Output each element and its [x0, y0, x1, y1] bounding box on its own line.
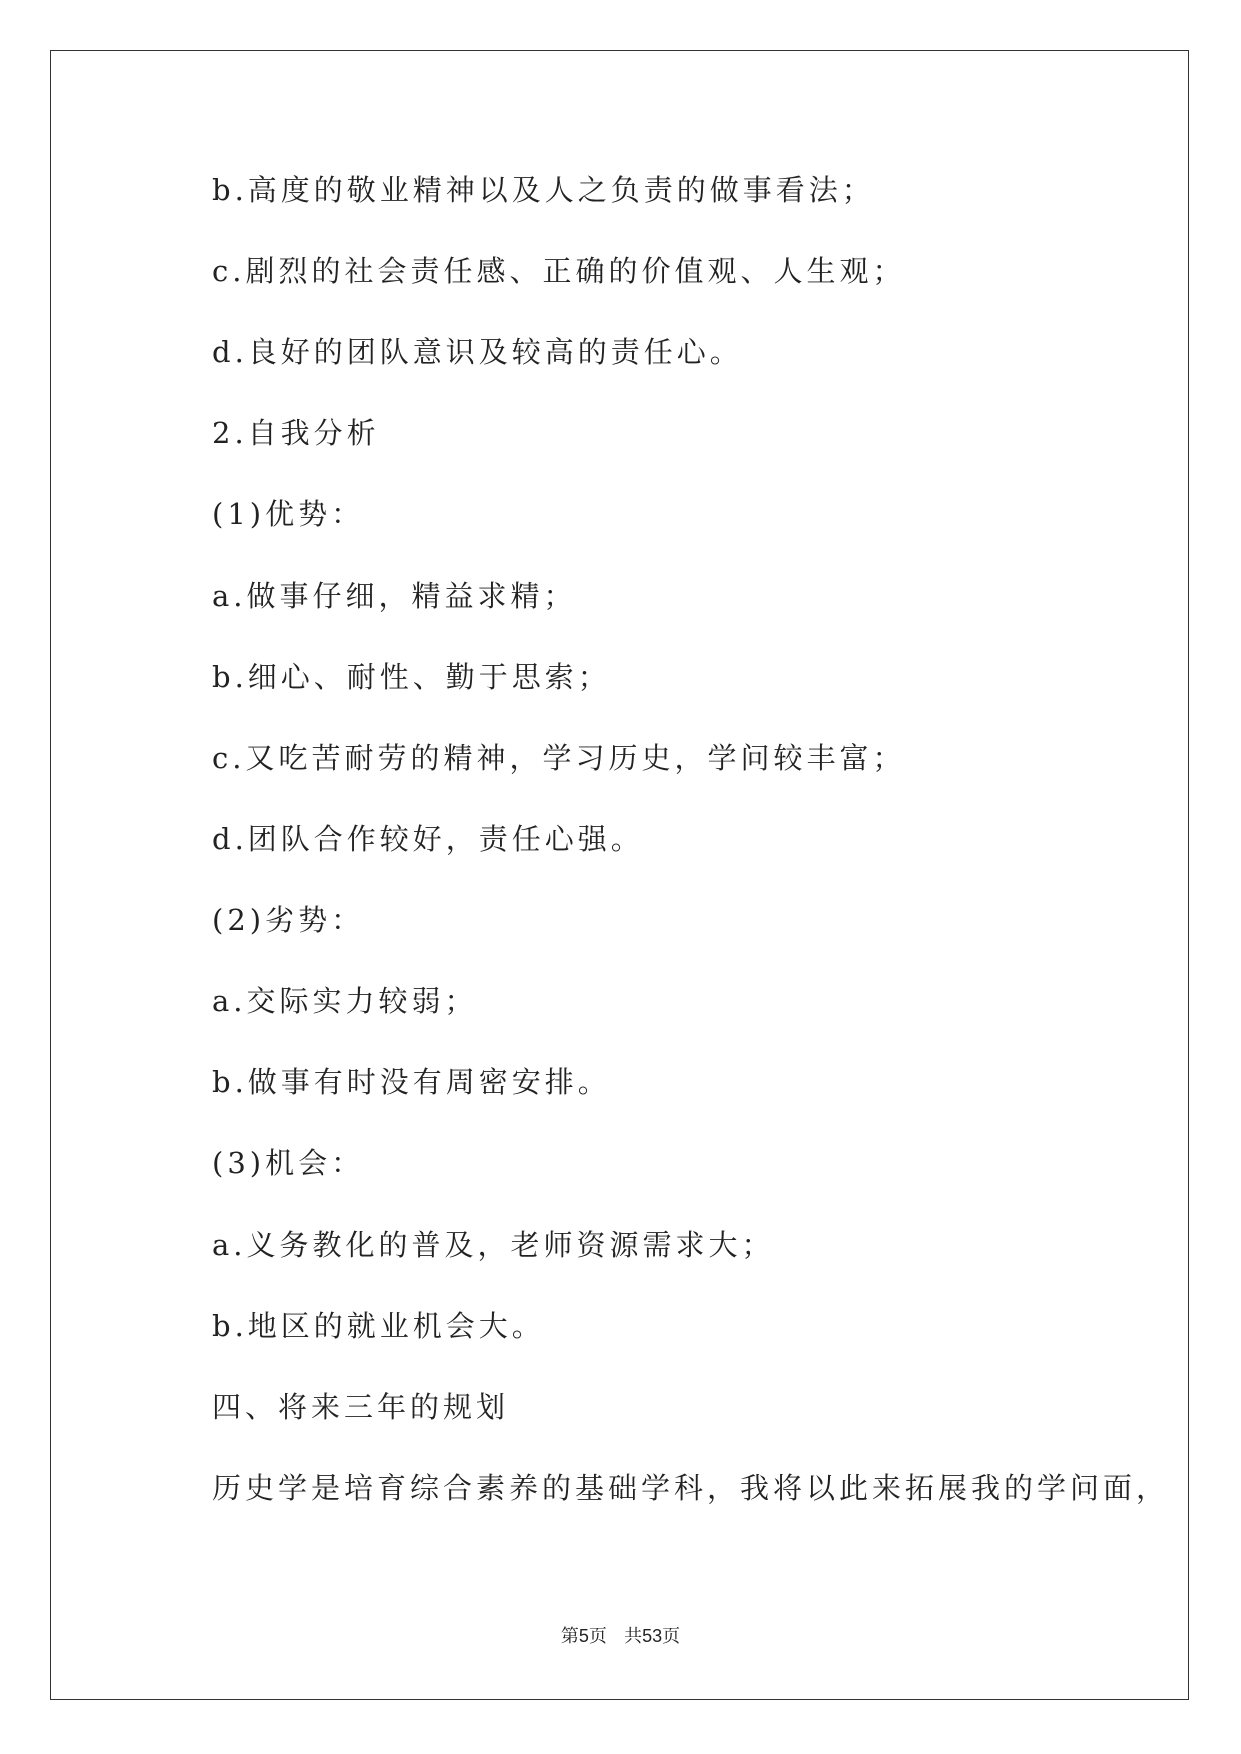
- paragraph-line: b.做事有时没有周密安排。: [212, 1065, 611, 1099]
- paragraph-line: b.细心、耐性、勤于思索；: [212, 660, 611, 694]
- page-total: 53: [642, 1626, 663, 1646]
- paragraph-line: 历史学是培育综合素养的基础学科，我将以此来拓展我的学问面，: [212, 1471, 1170, 1505]
- paragraph-line: a.义务教化的普及，老师资源需求大；: [212, 1228, 775, 1262]
- page-footer: [0, 1624, 1241, 1649]
- total-prefix: 共: [624, 1626, 643, 1647]
- subsection-heading: (3)机会：: [212, 1146, 365, 1180]
- paragraph-line: c.剧烈的社会责任感、正确的价值观、人生观；: [212, 254, 906, 288]
- paragraph-line: b.地区的就业机会大。: [212, 1309, 545, 1343]
- paragraph-line: d.团队合作较好，责任心强。: [212, 822, 644, 856]
- page-suffix: 页: [588, 1626, 607, 1647]
- page-border: [50, 50, 1189, 1700]
- paragraph-line: a.交际实力较弱；: [212, 984, 478, 1018]
- total-suffix: 页: [662, 1626, 681, 1647]
- page-prefix: 第: [560, 1626, 579, 1647]
- subsection-heading: (1)优势：: [212, 497, 365, 531]
- section-heading: 四、将来三年的规划: [212, 1390, 510, 1424]
- paragraph-line: d.良好的团队意识及较高的责任心。: [212, 335, 743, 369]
- page-current: 5: [578, 1626, 589, 1646]
- paragraph-line: c.又吃苦耐劳的精神，学习历史，学问较丰富；: [212, 741, 906, 775]
- section-heading: 2.自我分析: [212, 416, 380, 450]
- subsection-heading: (2)劣势：: [212, 903, 365, 937]
- paragraph-line: b.高度的敬业精神以及人之负责的做事看法；: [212, 173, 875, 207]
- paragraph-line: a.做事仔细，精益求精；: [212, 579, 577, 613]
